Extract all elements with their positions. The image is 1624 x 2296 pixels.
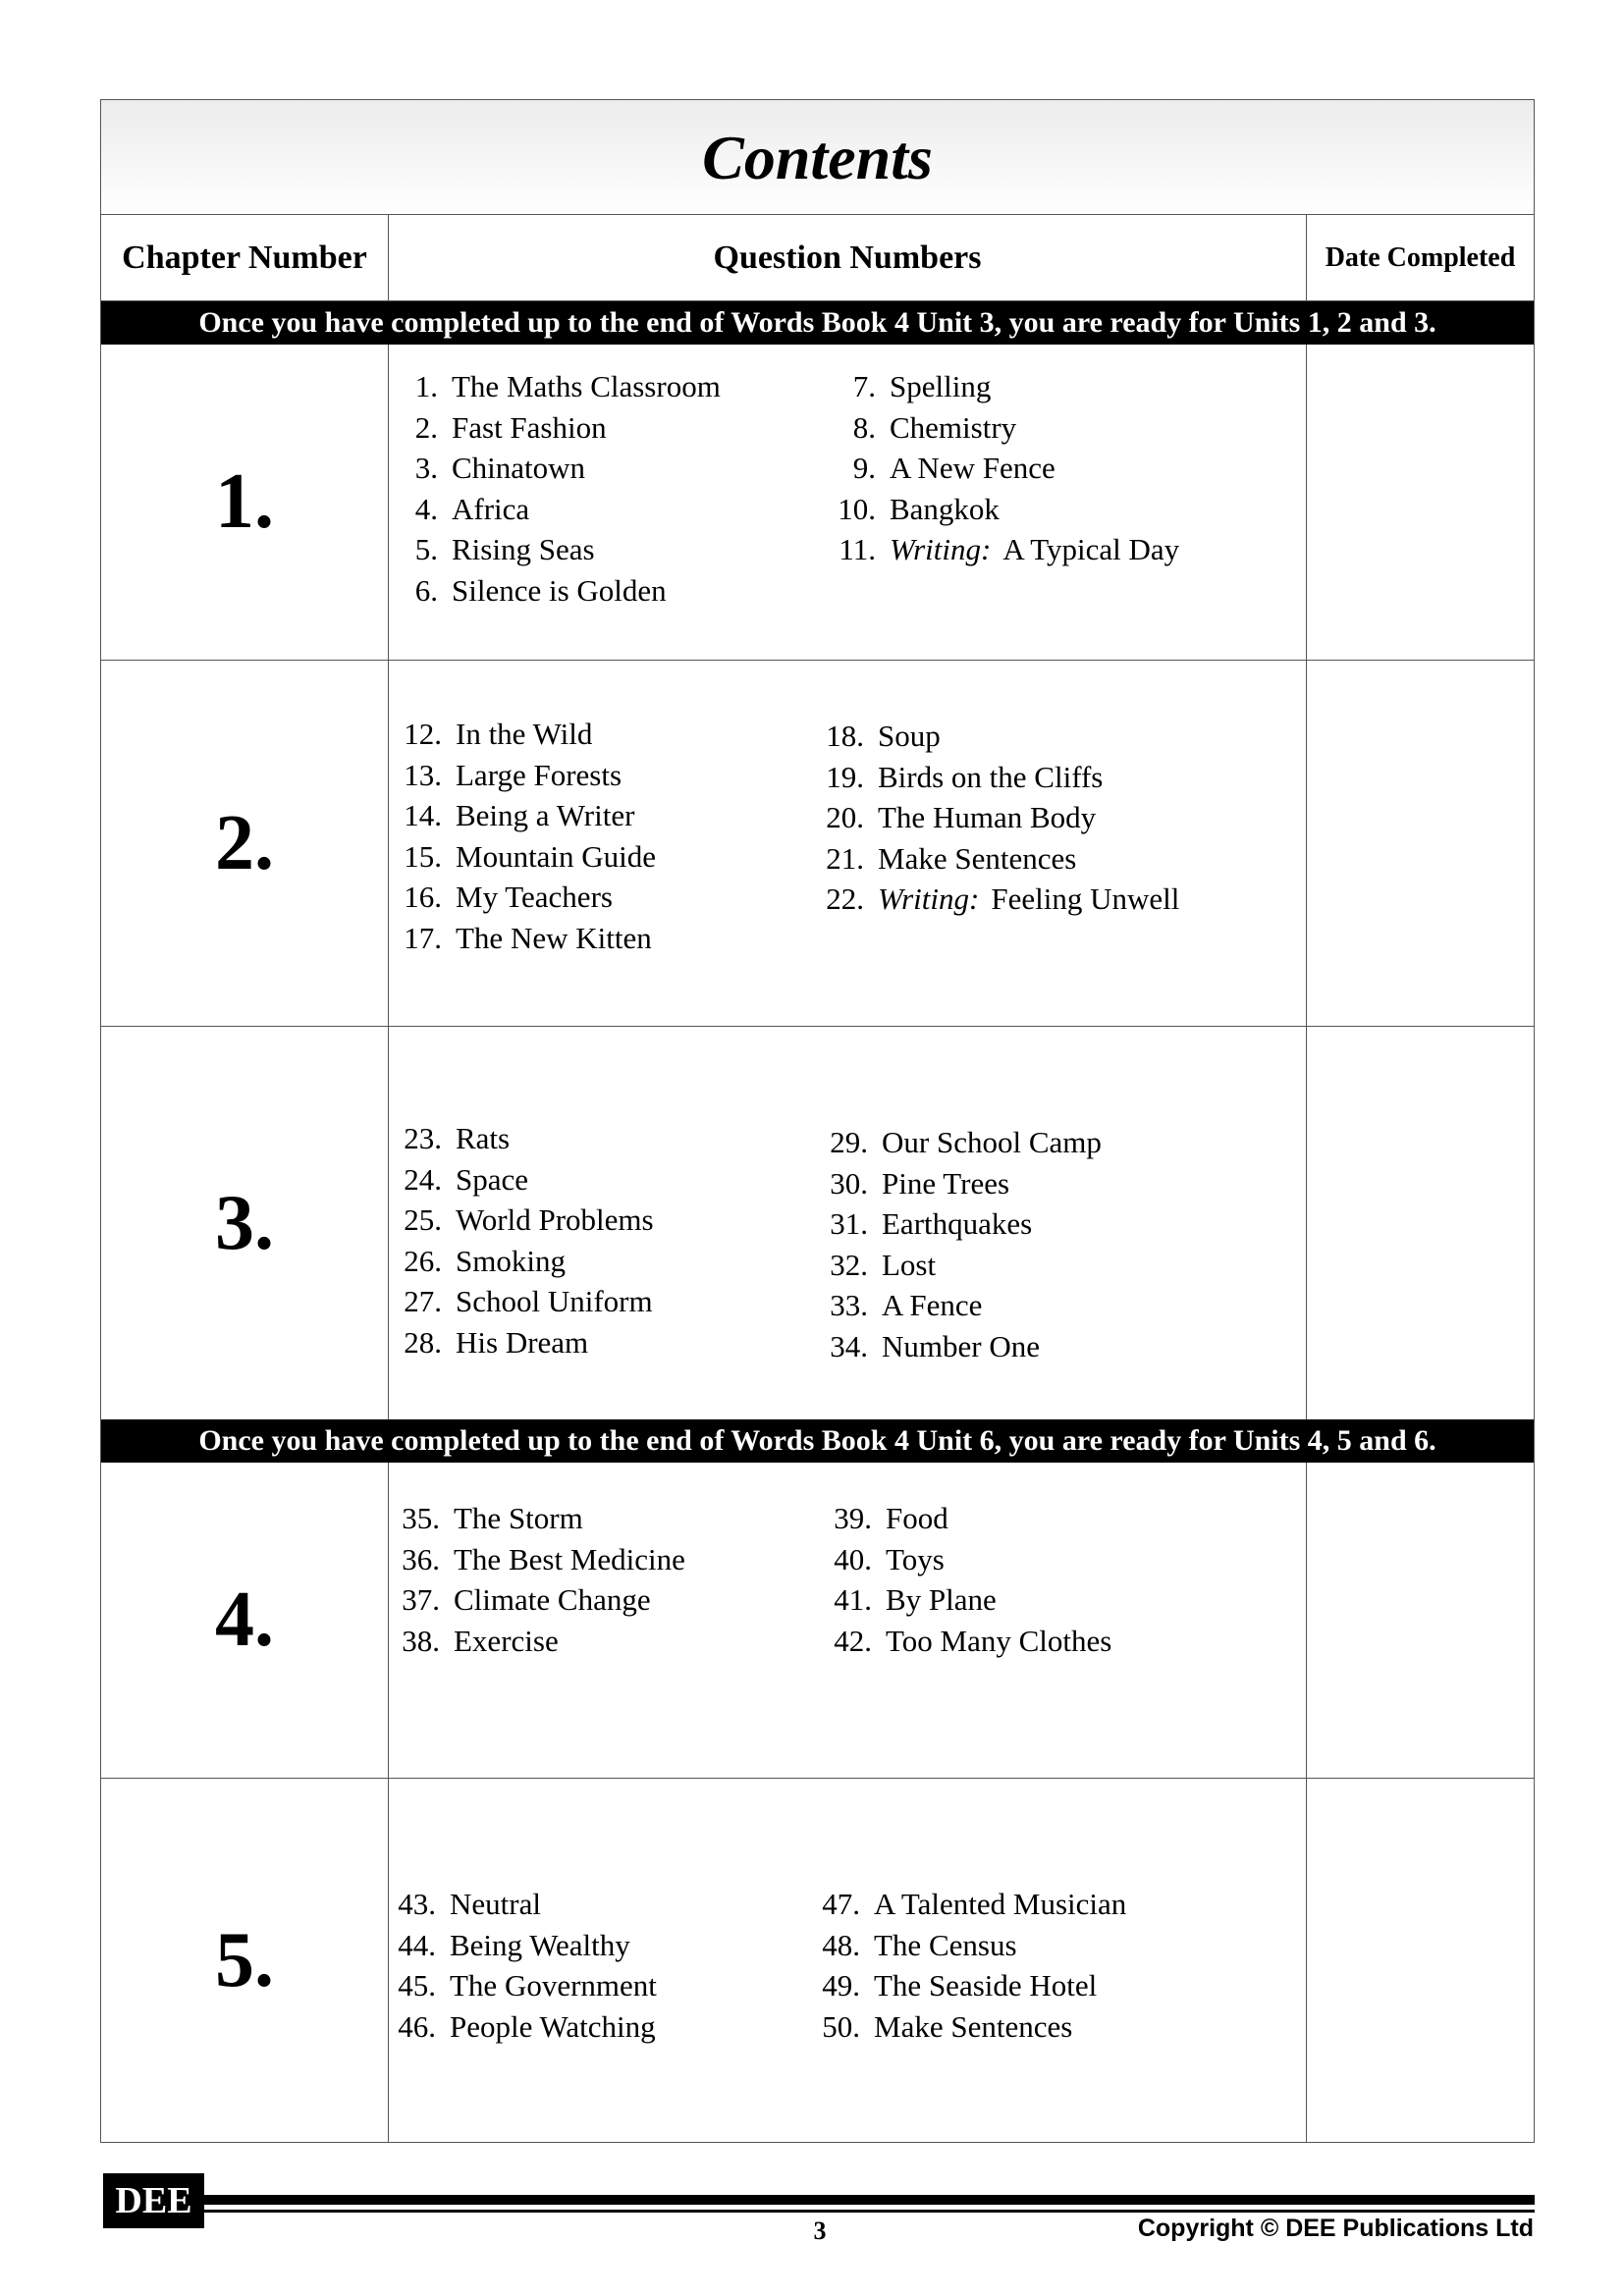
question-number: 48. [822, 1927, 860, 1962]
question-item [813, 1884, 1126, 1925]
chapter-number: 4. [215, 1576, 274, 1663]
question-title: Chemistry [890, 409, 1017, 445]
question-item [393, 1579, 685, 1621]
question-number: 15. [404, 838, 442, 874]
question-number: 3. [414, 451, 438, 485]
question-item [395, 1241, 654, 1282]
question-title: The Storm [454, 1501, 583, 1535]
question-title: Soup [878, 719, 941, 753]
question-cell [388, 661, 1306, 1026]
question-number: 34. [830, 1328, 868, 1363]
question-number: 14. [404, 798, 442, 832]
question-number: 36. [402, 1541, 440, 1576]
question-number: 22. [826, 881, 864, 916]
question-title: Pine Trees [882, 1165, 1010, 1201]
question-title: Smoking [456, 1243, 566, 1278]
question-item [821, 1203, 1102, 1245]
question-title: In the Wild [456, 717, 593, 751]
question-number: 5. [414, 532, 438, 566]
question-title: Make Sentences [874, 2008, 1073, 2044]
contents-table [100, 99, 1535, 2143]
chapter-row-1 [101, 345, 1534, 661]
question-title: Neutral [450, 1887, 541, 1921]
question-title: Number One [882, 1328, 1040, 1363]
question-title: A Fence [882, 1288, 983, 1322]
question-number: 26. [404, 1243, 442, 1278]
question-number: 7. [852, 369, 876, 403]
question-number: 6. [414, 572, 438, 608]
chapter-number: 2. [215, 799, 274, 886]
header-row [101, 215, 1534, 301]
question-list-left [393, 1498, 685, 1661]
question-item [829, 448, 1179, 489]
question-list-right [821, 1122, 1102, 1366]
question-item [829, 366, 1179, 407]
question-number: 45. [398, 1968, 436, 2002]
question-number: 11. [839, 532, 876, 566]
question-title: Space [456, 1161, 529, 1197]
footer-rule [204, 2195, 1535, 2205]
question-item [395, 1159, 654, 1201]
question-item [821, 1245, 1102, 1286]
question-number: 16. [404, 880, 442, 914]
question-number: 24. [404, 1161, 442, 1197]
question-item [813, 1965, 1126, 2006]
question-number: 4. [414, 491, 438, 526]
question-number: 28. [404, 1324, 442, 1360]
date-completed-cell[interactable] [1306, 661, 1534, 1026]
question-title: By Plane [886, 1582, 997, 1617]
question-list-left [395, 714, 656, 958]
question-item [395, 1322, 654, 1363]
chapter-row-3 [101, 1027, 1534, 1419]
page-number: 3 [813, 2216, 827, 2245]
question-number: 13. [404, 757, 442, 792]
question-cell [388, 1779, 1306, 2142]
chapter-row-4 [101, 1463, 1534, 1779]
question-item [825, 1498, 1111, 1539]
question-item [829, 407, 1179, 449]
question-item [405, 448, 721, 489]
question-cell [388, 345, 1306, 660]
question-title: Too Many Clothes [886, 1623, 1112, 1658]
question-title: Large Forests [456, 757, 623, 792]
question-title: Food [886, 1501, 948, 1535]
question-title: Mountain Guide [456, 838, 657, 874]
question-item [395, 836, 656, 878]
question-number: 23. [404, 1121, 442, 1155]
question-item [817, 797, 1179, 838]
question-title: Spelling [890, 369, 992, 403]
question-title: The Government [450, 1968, 657, 2002]
question-list-right [825, 1498, 1111, 1661]
header-question-numbers: Question Numbers [388, 215, 1306, 300]
question-item [389, 1965, 657, 2006]
question-number: 43. [398, 1887, 436, 1921]
date-completed-cell[interactable] [1306, 1779, 1534, 2142]
question-item [405, 489, 721, 530]
question-item [813, 2006, 1126, 2048]
question-number: 19. [826, 759, 864, 794]
question-title: Our School Camp [882, 1125, 1102, 1159]
copyright-notice: Copyright © DEE Publications Ltd [1137, 2215, 1534, 2242]
question-title: Being Wealthy [450, 1927, 630, 1962]
question-number: 2. [414, 409, 438, 445]
question-title: Make Sentences [878, 840, 1077, 876]
question-item [821, 1326, 1102, 1367]
question-item [395, 755, 656, 796]
question-title: A Typical Day [1002, 532, 1180, 566]
question-title: A Talented Musician [874, 1887, 1127, 1921]
question-number: 18. [826, 719, 864, 753]
footer-rule-thin [204, 2210, 1535, 2213]
question-item [821, 1285, 1102, 1326]
question-title: Bangkok [890, 491, 1000, 526]
question-list-left [395, 1118, 654, 1362]
question-item [395, 877, 656, 918]
question-list-left [405, 366, 721, 611]
question-number: 1. [414, 369, 438, 403]
question-item [393, 1498, 685, 1539]
question-title: Birds on the Cliffs [878, 759, 1104, 794]
question-title: The Seaside Hotel [874, 1968, 1098, 2002]
question-title: Being a Writer [456, 798, 635, 832]
question-item [395, 918, 656, 959]
question-item [825, 1579, 1111, 1621]
question-title: Earthquakes [882, 1206, 1033, 1241]
question-title: A New Fence [890, 451, 1056, 485]
question-item [395, 1118, 654, 1159]
banner-units-1-3: Once you have completed up to the end of Words Book 4 Unit 3, you are ready for Units 1, 2 and 3. [101, 301, 1534, 345]
question-number: 46. [398, 2008, 436, 2044]
question-title: The Maths Classroom [452, 369, 721, 403]
question-item [395, 714, 656, 755]
question-number: 41. [834, 1582, 872, 1617]
question-number: 8. [852, 409, 876, 445]
question-title: Africa [452, 491, 530, 526]
question-cell [388, 1463, 1306, 1778]
question-number: 21. [826, 840, 864, 876]
question-number: 35. [402, 1501, 440, 1535]
question-title: The New Kitten [456, 920, 652, 955]
question-number: 27. [404, 1284, 442, 1318]
question-number: 25. [404, 1202, 442, 1237]
question-number: 50. [822, 2008, 860, 2044]
question-number: 31. [830, 1206, 868, 1241]
header-chapter-number: Chapter Number [122, 239, 367, 276]
question-title: Toys [886, 1541, 945, 1576]
question-item [389, 1884, 657, 1925]
chapter-row-5 [101, 1779, 1534, 2142]
question-item [817, 716, 1179, 757]
question-item [405, 570, 721, 612]
question-number: 37. [402, 1582, 440, 1617]
question-item [405, 366, 721, 407]
question-item [395, 1200, 654, 1241]
date-completed-cell[interactable] [1306, 1027, 1534, 1419]
question-number: 39. [834, 1501, 872, 1535]
question-number: 42. [834, 1623, 872, 1658]
title-row [101, 100, 1534, 215]
question-item [395, 795, 656, 836]
question-item [821, 1122, 1102, 1163]
question-list-right [817, 716, 1179, 920]
question-title: Chinatown [452, 451, 586, 485]
chapter-row-2 [101, 661, 1534, 1027]
question-number: 12. [404, 717, 442, 751]
question-title: Rising Seas [452, 532, 595, 566]
question-title: Climate Change [454, 1582, 651, 1617]
question-list-right [829, 366, 1179, 570]
question-item [395, 1281, 654, 1322]
question-number: 9. [852, 451, 876, 485]
question-item [405, 407, 721, 449]
question-number: 10. [838, 491, 876, 526]
question-title: Exercise [454, 1623, 559, 1658]
question-title: The Human Body [878, 800, 1097, 834]
question-title: People Watching [450, 2008, 656, 2044]
question-number: 44. [398, 1927, 436, 1962]
banner-units-4-6: Once you have completed up to the end of Words Book 4 Unit 6, you are ready for Units 4, 5 and 6. [101, 1419, 1534, 1463]
question-title: Lost [882, 1247, 937, 1282]
question-number: 40. [834, 1541, 872, 1576]
question-number: 49. [822, 1968, 860, 2002]
header-date-completed: Date Completed [1306, 215, 1534, 300]
question-number: 30. [830, 1165, 868, 1201]
question-number: 20. [826, 800, 864, 834]
question-item [813, 1925, 1126, 1966]
question-number: 33. [830, 1288, 868, 1322]
date-completed-cell[interactable] [1306, 1463, 1534, 1778]
question-type-label: Writing: [878, 881, 980, 916]
question-item [389, 2006, 657, 2048]
question-item [825, 1539, 1111, 1580]
question-number: 47. [822, 1887, 860, 1921]
question-title: The Census [874, 1927, 1017, 1962]
question-list-right [813, 1884, 1126, 2047]
question-item [389, 1925, 657, 1966]
dee-logo: DEE [103, 2173, 204, 2228]
question-number: 29. [830, 1125, 868, 1159]
question-item [817, 757, 1179, 798]
question-title: My Teachers [456, 880, 613, 914]
question-item [817, 879, 1179, 920]
question-item [825, 1621, 1111, 1662]
question-title: His Dream [456, 1324, 589, 1360]
question-item [829, 489, 1179, 530]
page-title: Contents [702, 123, 933, 192]
question-title: World Problems [456, 1202, 654, 1237]
question-item [393, 1621, 685, 1662]
question-title: Feeling Unwell [991, 881, 1180, 916]
question-type-label: Writing: [890, 532, 992, 566]
question-number: 17. [404, 920, 442, 955]
date-completed-cell[interactable] [1306, 345, 1534, 660]
question-title: Silence is Golden [452, 572, 667, 608]
question-title: School Uniform [456, 1284, 653, 1318]
question-item [821, 1163, 1102, 1204]
question-item [393, 1539, 685, 1580]
question-title: The Best Medicine [454, 1541, 685, 1576]
question-number: 38. [402, 1623, 440, 1658]
question-number: 32. [830, 1247, 868, 1282]
question-list-left [389, 1884, 657, 2047]
chapter-number: 3. [215, 1179, 274, 1266]
question-title: Fast Fashion [452, 409, 607, 445]
question-item [829, 529, 1179, 570]
question-title: Rats [456, 1121, 511, 1155]
chapter-number: 5. [215, 1916, 274, 2003]
chapter-number: 1. [215, 458, 274, 545]
question-item [817, 838, 1179, 880]
question-item [405, 529, 721, 570]
question-cell [388, 1027, 1306, 1419]
